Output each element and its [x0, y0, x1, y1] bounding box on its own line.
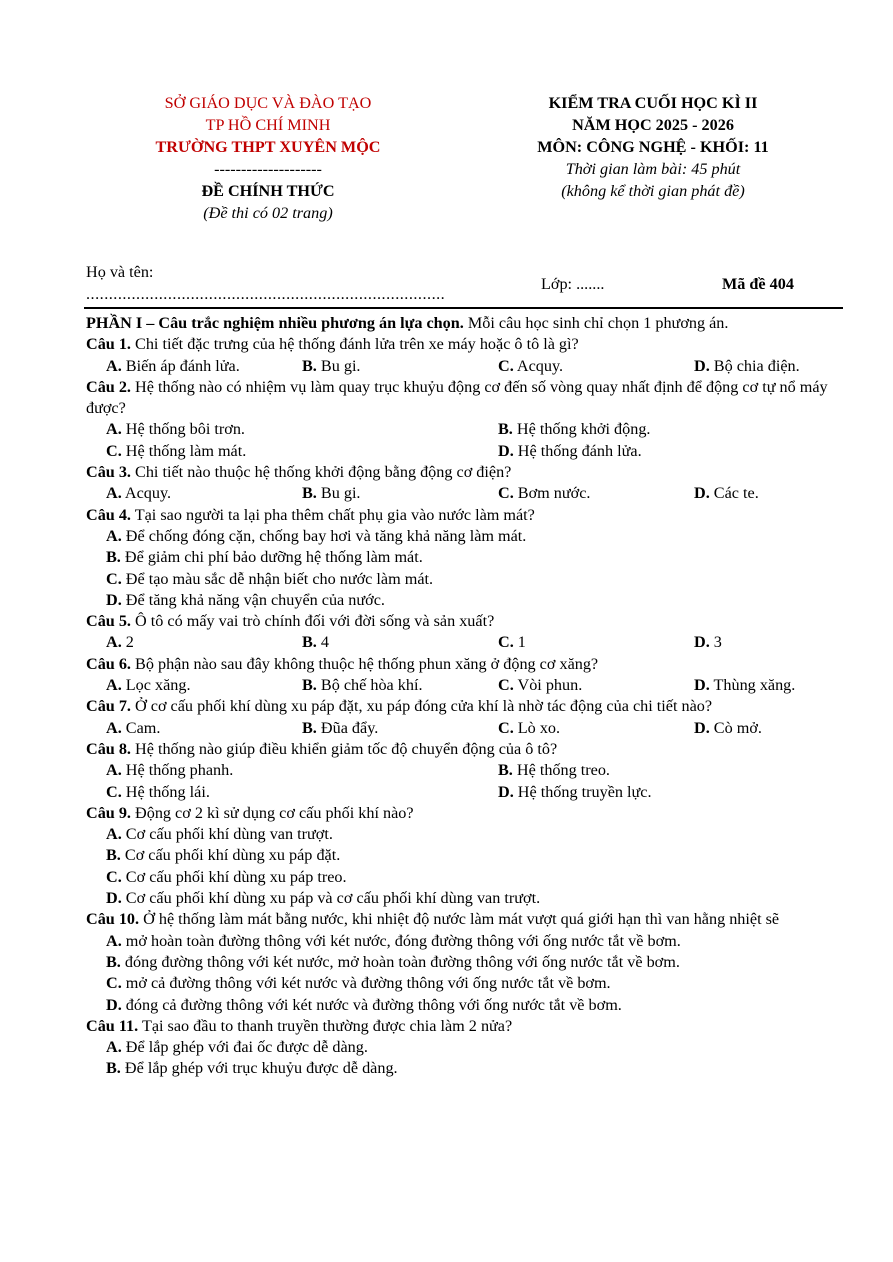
- answer-option: [86, 590, 851, 611]
- time-note: (không kể thời gian phát đề): [561, 182, 745, 200]
- option-label: B.: [106, 548, 121, 567]
- option-text: Cơ cấu phối khí dùng van trượt.: [121, 825, 333, 844]
- answer-option: [302, 632, 329, 653]
- answer-option: [106, 718, 160, 739]
- option-label: B.: [302, 356, 317, 375]
- school-year: NĂM HỌC 2025 - 2026: [572, 116, 734, 134]
- answer-option: [498, 356, 563, 377]
- part-1-instruction: Mỗi câu học sinh chỉ chọn 1 phương án.: [463, 314, 729, 332]
- answer-option: [694, 632, 722, 653]
- option-text: Vòi phun.: [513, 676, 583, 695]
- option-label: D.: [498, 782, 514, 801]
- question-label: Câu 7.: [86, 697, 131, 716]
- question: [86, 505, 851, 526]
- option-text: Để lắp ghép với trục khuỷu được dễ dàng.: [120, 1059, 398, 1078]
- option-label: B.: [106, 846, 121, 865]
- answer-option: [86, 931, 851, 952]
- option-label: C.: [498, 633, 514, 652]
- option-label: D.: [694, 676, 710, 695]
- answer-option: [106, 782, 210, 803]
- question: [86, 1016, 851, 1037]
- exam-code: Mã đề 404: [722, 275, 794, 293]
- answer-option: [86, 824, 851, 845]
- option-label: C.: [498, 484, 514, 503]
- department-line-2: TP HỒ CHÍ MINH: [205, 116, 331, 134]
- answer-option: [86, 867, 851, 888]
- answer-option: [498, 419, 650, 440]
- pages-note: (Đề thi có 02 trang): [203, 204, 333, 222]
- answer-option: [694, 718, 762, 739]
- answer-option: [106, 632, 134, 653]
- question-label: Câu 10.: [86, 910, 140, 929]
- question-label: Câu 5.: [86, 612, 131, 631]
- option-label: B.: [302, 676, 317, 695]
- option-row: [86, 782, 851, 803]
- option-text: đóng đường thông với két nước, mở hoàn toàn đường thông với ống nước tắt về bơm.: [120, 952, 680, 971]
- question: [86, 611, 851, 632]
- option-text: mở hoàn toàn đường thông với két nước, đóng đường thông với ống nước tắt về bơm.: [121, 931, 681, 950]
- option-label: A.: [106, 356, 122, 375]
- exam-header: [0, 92, 893, 242]
- option-text: Biến áp đánh lửa.: [121, 356, 240, 375]
- answer-option: [106, 675, 191, 696]
- name-label: Họ và tên:: [86, 263, 154, 281]
- option-text: Thùng xăng.: [709, 676, 796, 695]
- option-label: A.: [106, 676, 122, 695]
- option-text: Để giảm chi phí bảo dưỡng hệ thống làm mát.: [120, 548, 423, 567]
- option-label: A.: [106, 484, 122, 503]
- option-label: D.: [694, 484, 710, 503]
- answer-option: [498, 632, 526, 653]
- question: [86, 334, 851, 355]
- question-text: Chi tiết nào thuộc hệ thống khởi động bằng động cơ điện?: [130, 463, 512, 482]
- question-text: Hệ thống nào giúp điều khiển giảm tốc độ chuyển động của ô tô?: [130, 739, 558, 758]
- option-text: Để tạo màu sắc dễ nhận biết cho nước làm mát.: [121, 569, 434, 588]
- option-text: 1: [513, 633, 526, 652]
- option-label: B.: [302, 633, 317, 652]
- option-label: A.: [106, 761, 122, 780]
- option-row: [86, 419, 851, 440]
- option-text: Cam.: [121, 718, 161, 737]
- option-label: C.: [498, 718, 514, 737]
- option-label: D.: [694, 718, 710, 737]
- option-text: Để chống đóng cặn, chống bay hơi và tăng khả năng làm mát.: [121, 526, 527, 545]
- option-label: C.: [106, 569, 122, 588]
- question: [86, 654, 851, 675]
- option-label: D.: [498, 441, 514, 460]
- option-label: C.: [106, 782, 122, 801]
- option-text: Cơ cấu phối khí dùng xu páp và cơ cấu phối khí dùng van trượt.: [121, 889, 541, 908]
- question-text: Bộ phận nào sau đây không thuộc hệ thống phun xăng ở động cơ xăng?: [130, 654, 599, 673]
- option-row: [86, 483, 851, 504]
- question-text: Tại sao đầu to thanh truyền thường được chia làm 2 nửa?: [138, 1016, 513, 1035]
- time-limit: Thời gian làm bài: 45 phút: [565, 160, 741, 178]
- option-text: Hệ thống khởi động.: [512, 420, 651, 439]
- option-text: Hệ thống phanh.: [121, 761, 234, 780]
- answer-option: [86, 973, 851, 994]
- option-text: Lọc xăng.: [121, 676, 191, 695]
- exam-content: [86, 313, 851, 1080]
- option-label: B.: [498, 761, 513, 780]
- option-label: C.: [498, 676, 514, 695]
- header-divider: --------------------: [214, 160, 322, 178]
- answer-option: [302, 483, 360, 504]
- option-text: Các te.: [709, 484, 759, 503]
- question: [86, 739, 851, 760]
- option-text: 3: [709, 633, 722, 652]
- school-name: TRƯỜNG THPT XUYÊN MỘC: [155, 138, 381, 156]
- option-label: D.: [694, 356, 710, 375]
- option-text: Bu gi.: [316, 356, 361, 375]
- answer-option: [302, 675, 423, 696]
- question-label: Câu 1.: [86, 335, 131, 354]
- option-text: Để tăng khả năng vận chuyển của nước.: [121, 590, 385, 609]
- option-label: A.: [106, 931, 122, 950]
- answer-option: [302, 718, 378, 739]
- question: [86, 462, 851, 483]
- question-label: Câu 6.: [86, 654, 131, 673]
- option-text: Bơm nước.: [513, 484, 591, 503]
- option-text: Bộ chia điện.: [709, 356, 800, 375]
- option-text: 4: [316, 633, 329, 652]
- exam-title: KIỂM TRA CUỐI HỌC KÌ II: [548, 94, 758, 112]
- option-label: A.: [106, 718, 122, 737]
- answer-option: [694, 675, 795, 696]
- option-text: Hệ thống đánh lửa.: [513, 441, 642, 460]
- question: [86, 909, 851, 930]
- answer-option: [106, 760, 233, 781]
- option-text: 2: [121, 633, 134, 652]
- option-label: B.: [302, 484, 317, 503]
- question-label: Câu 9.: [86, 803, 131, 822]
- option-label: C.: [106, 974, 122, 993]
- part-1-heading: [86, 313, 851, 334]
- answer-option: [106, 356, 240, 377]
- option-text: Acquy.: [121, 484, 172, 503]
- name-blank: ...............................................................................: [86, 285, 446, 303]
- option-text: Hệ thống lái.: [121, 782, 210, 801]
- option-text: Cò mở.: [709, 718, 762, 737]
- answer-option: [498, 441, 642, 462]
- option-row: [86, 632, 851, 653]
- header-left: [88, 92, 448, 224]
- question-label: Câu 2.: [86, 377, 131, 396]
- option-text: đóng cả đường thông với két nước và đường thông với ống nước tắt về bơm.: [121, 995, 622, 1014]
- option-text: Bu gi.: [316, 484, 361, 503]
- official-label: ĐỀ CHÍNH THỨC: [201, 182, 335, 200]
- option-text: Đũa đẩy.: [316, 718, 379, 737]
- question: [86, 377, 851, 420]
- answer-option: [86, 1037, 851, 1058]
- header-rule: [84, 307, 843, 309]
- option-row: [86, 760, 851, 781]
- option-text: Hệ thống truyền lực.: [513, 782, 652, 801]
- answer-option: [694, 483, 759, 504]
- option-text: Để lắp ghép với đai ốc được dễ dàng.: [121, 1038, 368, 1057]
- answer-option: [498, 675, 582, 696]
- option-label: D.: [106, 889, 122, 908]
- option-label: A.: [106, 633, 122, 652]
- answer-option: [86, 526, 851, 547]
- question-text: Ô tô có mấy vai trò chính đối với đời sống và sản xuất?: [130, 612, 495, 631]
- answer-option: [498, 782, 652, 803]
- question-text: Ở cơ cấu phối khí dùng xu páp đặt, xu páp đóng cửa khí là nhờ tác động của chi tiết nào?: [130, 697, 713, 716]
- answer-option: [106, 483, 171, 504]
- answer-option: [498, 718, 560, 739]
- subject: MÔN: CÔNG NGHỆ - KHỐI: 11: [537, 138, 769, 156]
- department-line-1: SỞ GIÁO DỤC VÀ ĐÀO TẠO: [164, 94, 372, 112]
- option-row: [86, 718, 851, 739]
- answer-option: [498, 483, 590, 504]
- question: [86, 803, 851, 824]
- option-label: C.: [498, 356, 514, 375]
- question-text: Tại sao người ta lại pha thêm chất phụ gia vào nước làm mát?: [130, 505, 535, 524]
- option-label: B.: [106, 952, 121, 971]
- answer-option: [106, 441, 246, 462]
- option-text: Acquy.: [513, 356, 564, 375]
- answer-option: [86, 952, 851, 973]
- option-row: [86, 356, 851, 377]
- answer-option: [86, 569, 851, 590]
- option-label: B.: [498, 420, 513, 439]
- answer-option: [694, 356, 800, 377]
- answer-option: [86, 547, 851, 568]
- option-label: C.: [106, 441, 122, 460]
- option-text: Cơ cấu phối khí dùng xu páp treo.: [121, 867, 347, 886]
- question-label: Câu 8.: [86, 739, 131, 758]
- option-row: [86, 441, 851, 462]
- class-label: Lớp: .......: [541, 275, 605, 293]
- option-label: C.: [106, 867, 122, 886]
- question: [86, 696, 851, 717]
- option-label: A.: [106, 526, 122, 545]
- answer-option: [86, 995, 851, 1016]
- option-label: D.: [694, 633, 710, 652]
- option-text: Cơ cấu phối khí dùng xu páp đặt.: [120, 846, 341, 865]
- option-label: A.: [106, 825, 122, 844]
- question-label: Câu 11.: [86, 1016, 139, 1035]
- option-text: Lò xo.: [513, 718, 561, 737]
- header-right: [488, 92, 818, 202]
- option-label: B.: [106, 1059, 121, 1078]
- question-text: Động cơ 2 kì sử dụng cơ cấu phối khí nào?: [130, 803, 414, 822]
- option-label: B.: [302, 718, 317, 737]
- answer-option: [86, 845, 851, 866]
- question-text: Chi tiết đặc trưng của hệ thống đánh lửa trên xe máy hoặc ô tô là gì?: [130, 335, 579, 354]
- question-text: Ở hệ thống làm mát bằng nước, khi nhiệt độ nước làm mát vượt quá giới hạn thì van hằng nhiệt sẽ: [139, 910, 780, 929]
- option-label: A.: [106, 420, 122, 439]
- option-text: Bộ chế hòa khí.: [316, 676, 423, 695]
- question-label: Câu 4.: [86, 505, 131, 524]
- answer-option: [106, 419, 245, 440]
- answer-option: [302, 356, 360, 377]
- question-list: [86, 334, 851, 1079]
- option-label: D.: [106, 995, 122, 1014]
- option-text: mở cả đường thông với két nước và đường thông với ống nước tắt về bơm.: [121, 974, 611, 993]
- option-label: D.: [106, 590, 122, 609]
- option-row: [86, 675, 851, 696]
- answer-option: [86, 888, 851, 909]
- option-text: Hệ thống treo.: [512, 761, 610, 780]
- option-text: Hệ thống bôi trơn.: [121, 420, 245, 439]
- option-text: Hệ thống làm mát.: [121, 441, 247, 460]
- part-1-title: PHẦN I – Câu trắc nghiệm nhiều phương án lựa chọn.: [86, 314, 464, 332]
- question-label: Câu 3.: [86, 463, 131, 482]
- question-text: Hệ thống nào có nhiệm vụ làm quay trục khuỷu động cơ đến số vòng quay nhất định để động cơ tự nổ máy được?: [86, 377, 828, 418]
- answer-option: [498, 760, 610, 781]
- student-info: [86, 262, 846, 306]
- answer-option: [86, 1058, 851, 1079]
- option-label: A.: [106, 1038, 122, 1057]
